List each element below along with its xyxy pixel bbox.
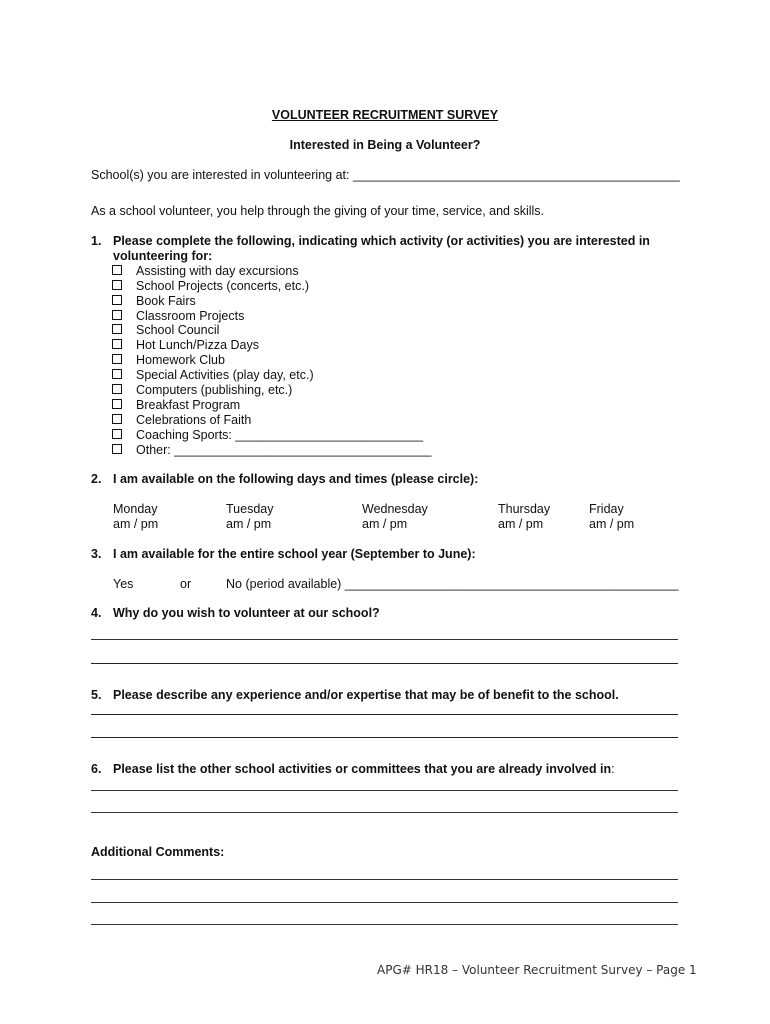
day-monday: Monday (113, 502, 158, 516)
school-interest-field[interactable]: School(s) you are interested in volunteering at: _______________________________________________ (91, 168, 680, 182)
activity-option[interactable] (112, 323, 219, 337)
q6-number: 6. (91, 762, 102, 776)
checkbox[interactable] (112, 339, 122, 349)
q4-number: 4. (91, 606, 102, 620)
activity-option[interactable] (112, 338, 259, 352)
activity-label: Other: _____________________________________ (136, 443, 432, 457)
activity-option[interactable] (112, 398, 240, 412)
answer-line[interactable] (91, 790, 678, 791)
checkbox[interactable] (112, 354, 122, 364)
q1-text-line2: volunteering for: (113, 249, 213, 263)
checkbox[interactable] (112, 310, 122, 320)
checkbox[interactable] (112, 324, 122, 334)
checkbox[interactable] (112, 429, 122, 439)
times-wednesday[interactable]: am / pm (362, 517, 408, 531)
checkbox[interactable] (112, 399, 122, 409)
times-friday[interactable]: am / pm (589, 517, 635, 531)
q1-number: 1. (91, 234, 102, 248)
activity-option[interactable] (112, 309, 244, 323)
activity-label: Assisting with day excursions (136, 264, 299, 278)
comment-line[interactable] (91, 902, 678, 903)
activity-label: Coaching Sports: ___________________________ (136, 428, 424, 442)
checkbox[interactable] (112, 280, 122, 290)
activity-option[interactable] (112, 353, 225, 367)
answer-line[interactable] (91, 639, 678, 640)
q3-yes-option[interactable]: Yes (113, 577, 134, 591)
q2-text: I am available on the following days and times (please circle): (113, 472, 479, 486)
activity-label: Special Activities (play day, etc.) (136, 368, 314, 382)
checkbox[interactable] (112, 444, 122, 454)
q6-text-wrap (113, 762, 615, 776)
activity-label: Homework Club (136, 353, 225, 367)
activity-option[interactable] (112, 413, 251, 427)
q3-text: I am available for the entire school year (September to June): (113, 547, 476, 561)
page-title: VOLUNTEER RECRUITMENT SURVEY (271, 108, 499, 122)
activity-option[interactable] (112, 279, 309, 293)
activity-option[interactable] (112, 368, 314, 382)
checkbox[interactable] (112, 384, 122, 394)
q1-text-line1: Please complete the following, indicating which activity (or activities) you are interested in (113, 234, 650, 248)
activity-label: School Projects (concerts, etc.) (136, 279, 309, 293)
q4-text: Why do you wish to volunteer at our school? (113, 606, 380, 620)
q3-no-field[interactable]: No (period available) ________________________________________________ (226, 577, 679, 591)
activity-label: Computers (publishing, etc.) (136, 383, 293, 397)
q5-number: 5. (91, 688, 102, 702)
q5-text: Please describe any experience and/or expertise that may be of benefit to the school. (113, 688, 619, 702)
activity-label: Celebrations of Faith (136, 413, 252, 427)
times-tuesday[interactable]: am / pm (226, 517, 272, 531)
activity-label: Hot Lunch/Pizza Days (136, 338, 259, 352)
page-footer: APG# HR18 – Volunteer Recruitment Survey – Page 1 (377, 963, 697, 977)
answer-line[interactable] (91, 663, 678, 664)
day-tuesday: Tuesday (226, 502, 274, 516)
page-subtitle: Interested in Being a Volunteer? (289, 138, 481, 152)
q6-colon: : (611, 762, 615, 776)
day-thursday: Thursday (498, 502, 551, 516)
activity-label: School Council (136, 323, 220, 337)
activity-label: Breakfast Program (136, 398, 241, 412)
day-friday: Friday (589, 502, 624, 516)
times-thursday[interactable]: am / pm (498, 517, 544, 531)
answer-line[interactable] (91, 737, 678, 738)
additional-comments-label: Additional Comments: (91, 845, 225, 859)
q6-text: Please list the other school activities or committees that you are already involved in (113, 762, 612, 776)
comment-line[interactable] (91, 924, 678, 925)
checkbox[interactable] (112, 265, 122, 275)
q3-or-label: or (180, 577, 192, 591)
activity-option[interactable] (112, 443, 431, 457)
activity-option[interactable] (112, 294, 196, 308)
answer-line[interactable] (91, 812, 678, 813)
checkbox[interactable] (112, 369, 122, 379)
times-monday[interactable]: am / pm (113, 517, 159, 531)
activity-option[interactable] (112, 428, 423, 442)
activity-label: Book Fairs (136, 294, 196, 308)
activity-label: Classroom Projects (136, 309, 245, 323)
comment-line[interactable] (91, 879, 678, 880)
intro-description: As a school volunteer, you help through the giving of your time, service, and skills. (91, 204, 545, 218)
q2-number: 2. (91, 472, 102, 486)
activity-option[interactable] (112, 264, 299, 278)
answer-line[interactable] (91, 714, 678, 715)
checkbox[interactable] (112, 295, 122, 305)
activity-option[interactable] (112, 383, 292, 397)
day-wednesday: Wednesday (362, 502, 428, 516)
q3-number: 3. (91, 547, 102, 561)
checkbox[interactable] (112, 414, 122, 424)
